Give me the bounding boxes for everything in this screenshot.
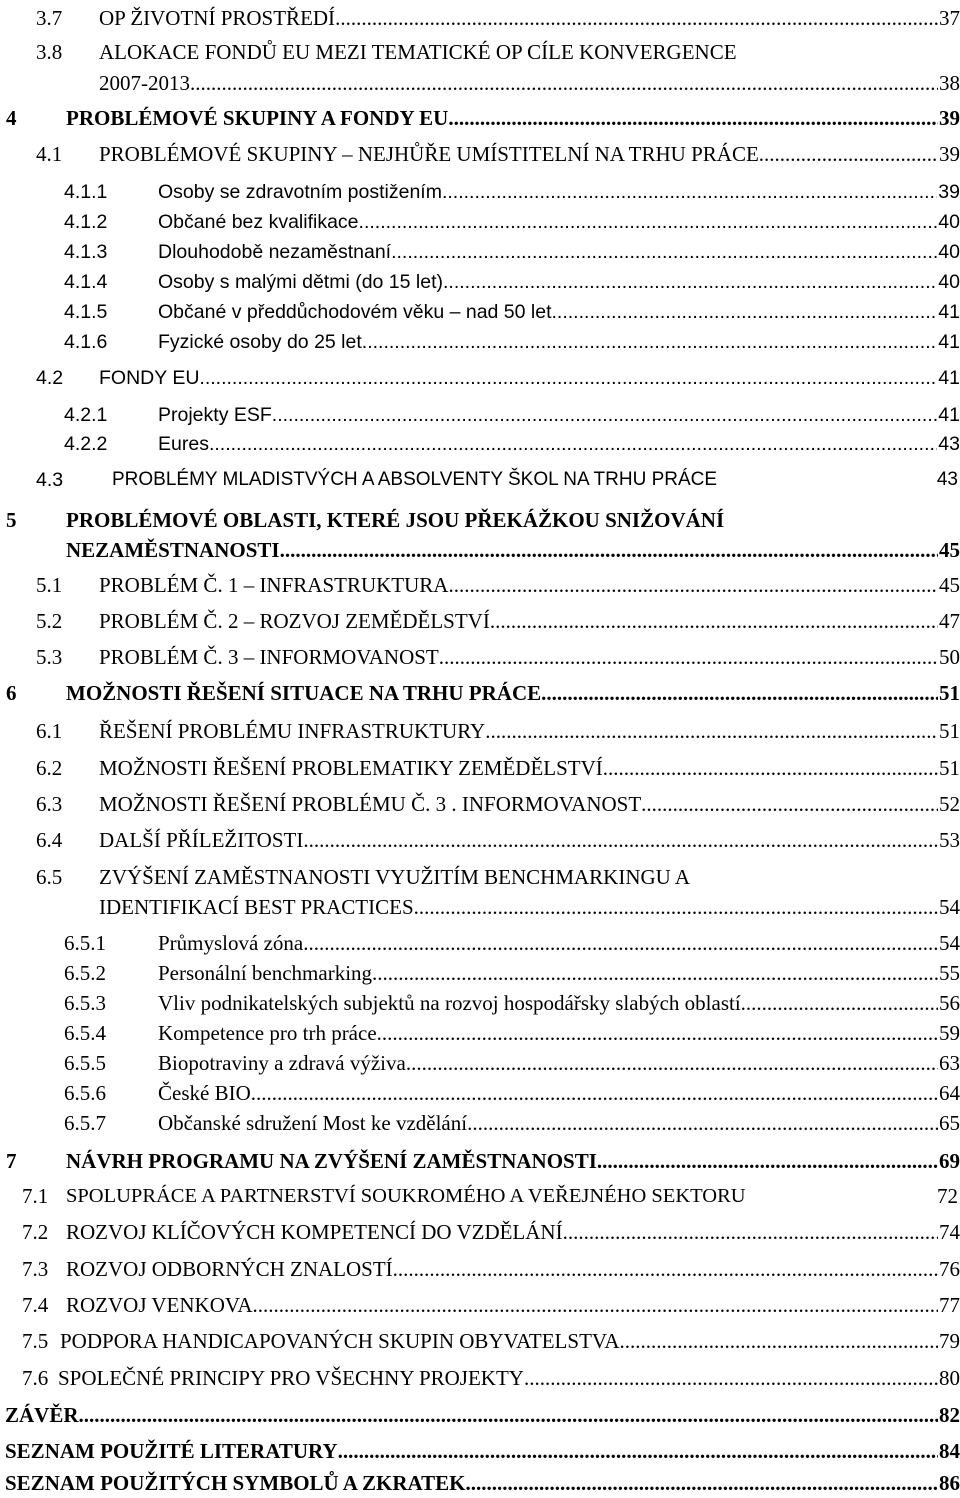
toc-page: 77 <box>939 1293 960 1317</box>
toc-page: 41 <box>938 367 960 389</box>
toc-title: PROBLÉMOVÉ SKUPINY – NEJHŮŘE UMÍSTITELNÍ NA TRHU PRÁCE <box>99 142 759 166</box>
toc-leader <box>442 177 937 207</box>
toc-title: MOŽNOSTI ŘEŠENÍ PROBLEMATIKY ZEMĚDĚLSTVÍ <box>99 756 603 780</box>
toc-title: Fyzické osoby do 25 let <box>158 331 362 353</box>
toc-page: 37 <box>939 6 960 30</box>
toc-entry-6-5-1[interactable] <box>0 928 960 958</box>
toc-title: ROZVOJ ODBORNÝCH ZNALOSTÍ <box>66 1257 393 1281</box>
toc-page: 43 <box>938 433 960 455</box>
toc-entry-6-2[interactable] <box>0 753 960 783</box>
toc-leader <box>335 3 938 33</box>
toc-number: 6.4 <box>36 828 63 852</box>
toc-title: NEZAMĚSTNANOSTI <box>66 538 280 562</box>
toc-leader <box>303 928 938 958</box>
toc-entry-4-1-6[interactable] <box>0 327 960 357</box>
toc-number: 4.3 <box>36 469 64 491</box>
toc-number: 6.5.5 <box>64 1051 106 1075</box>
toc-entry-literatura[interactable] <box>0 1436 960 1466</box>
toc-title: České BIO <box>158 1081 251 1105</box>
toc-leader <box>620 1326 938 1356</box>
toc-page: 39 <box>939 106 960 130</box>
toc-title: PROBLÉM Č. 1 – INFRASTRUKTURA <box>99 573 449 597</box>
toc-leader <box>563 1217 938 1247</box>
toc-title: PODPORA HANDICAPOVANÝCH SKUPIN OBYVATELSTVA <box>60 1329 620 1353</box>
toc-leader <box>541 678 938 708</box>
toc-page: 59 <box>939 1021 960 1045</box>
toc-leader <box>414 892 938 922</box>
toc-title: Projekty ESF <box>158 404 272 426</box>
toc-number: 6.5.4 <box>64 1021 106 1045</box>
toc-page: 51 <box>939 756 960 780</box>
toc-page: 38 <box>939 71 960 95</box>
toc-number: 4.1.5 <box>64 301 108 323</box>
toc-title: IDENTIFIKACÍ BEST PRACTICES <box>99 895 414 919</box>
toc-title: SEZNAM POUŽITÉ LITERATURY <box>5 1439 338 1463</box>
toc-entry-3-8-cont[interactable] <box>0 68 960 98</box>
toc-page: 54 <box>939 931 960 955</box>
toc-leader <box>485 716 938 746</box>
toc-number: 7.5 <box>22 1329 49 1353</box>
toc-title: SPOLEČNÉ PRINCIPY PRO VŠECHNY PROJEKTY <box>58 1366 524 1390</box>
toc-leader <box>439 642 938 672</box>
toc-number: 6.2 <box>36 756 63 780</box>
toc-number: 4 <box>6 106 17 130</box>
toc-page: 80 <box>939 1366 960 1390</box>
toc-page: 84 <box>939 1439 960 1463</box>
toc-leader <box>466 1468 938 1498</box>
toc-entry-7-5[interactable] <box>0 1326 960 1356</box>
toc-entry-7-6[interactable] <box>0 1363 960 1393</box>
toc-leader <box>303 825 938 855</box>
toc-leader <box>362 327 938 357</box>
toc-entry-5[interactable] <box>0 505 960 535</box>
toc-entry-5-3[interactable] <box>0 642 960 672</box>
toc-page: 74 <box>939 1220 960 1244</box>
toc-leader <box>199 363 937 393</box>
toc-entry-6-4[interactable] <box>0 825 960 855</box>
toc-leader <box>251 1078 938 1108</box>
toc-leader <box>280 535 938 565</box>
toc-number: 6.5.1 <box>64 931 106 955</box>
toc-leader <box>448 570 938 600</box>
toc-title: Průmyslová zóna <box>158 931 304 955</box>
toc-page: 41 <box>938 404 960 426</box>
toc-page: 50 <box>939 645 960 669</box>
toc-number: 7 <box>6 1149 17 1173</box>
toc-title: FONDY EU <box>99 367 200 389</box>
toc-number: 4.2.2 <box>64 433 108 455</box>
toc-title: MOŽNOSTI ŘEŠENÍ SITUACE NA TRHU PRÁCE <box>66 681 542 705</box>
toc-page: 40 <box>938 271 960 293</box>
toc-title: ROZVOJ KLÍČOVÝCH KOMPETENCÍ DO VZDĚLÁNÍ <box>66 1220 563 1244</box>
toc-title: Kompetence pro trh práce <box>158 1021 377 1045</box>
toc-number: 7.4 <box>22 1293 49 1317</box>
toc-page: 56 <box>939 991 960 1015</box>
toc-title: Osoby se zdravotním postižením <box>158 181 442 203</box>
toc-title: ALOKACE FONDŮ EU MEZI TEMATICKÉ OP CÍLE KONVERGENCE <box>99 40 737 64</box>
toc-title: Vliv podnikatelských subjektů na rozvoj hospodářsky slabých oblastí <box>158 991 741 1015</box>
toc-entry-6-5-cont[interactable] <box>0 892 960 922</box>
toc-page: 51 <box>939 719 960 743</box>
toc-leader <box>377 1018 938 1048</box>
toc-title: SPOLUPRÁCE A PARTNERSTVÍ SOUKROMÉHO A VEŘEJNÉHO SEKTORU <box>66 1185 746 1207</box>
toc-entry-7-4[interactable] <box>0 1290 960 1320</box>
toc-title: MOŽNOSTI ŘEŠENÍ PROBLÉMU Č. 3 . INFORMOVANOST <box>99 792 642 816</box>
toc-entry-6-1[interactable] <box>0 716 960 746</box>
toc-page: 40 <box>938 241 960 263</box>
toc-entry-6-5-3[interactable] <box>0 988 960 1018</box>
toc-number: 5 <box>6 508 17 532</box>
toc-title: NÁVRH PROGRAMU NA ZVÝŠENÍ ZAMĚSTNANOSTI <box>66 1149 597 1173</box>
toc-leader <box>406 1048 938 1078</box>
toc-leader <box>443 267 937 297</box>
toc-leader <box>741 988 938 1018</box>
toc-page: 43 <box>936 469 958 490</box>
toc-page: 47 <box>939 609 960 633</box>
toc-leader <box>209 429 937 459</box>
toc-leader <box>272 400 938 430</box>
toc-entry-6-5[interactable] <box>0 862 960 892</box>
toc-title: PROBLÉM Č. 3 – INFORMOVANOST <box>99 645 439 669</box>
toc-leader <box>393 1254 938 1284</box>
toc-page: 40 <box>938 211 960 233</box>
toc-entry-4-2-2[interactable] <box>0 429 960 459</box>
toc-page: 69 <box>939 1149 960 1173</box>
toc-number: 4.1.2 <box>64 211 108 233</box>
toc-number: 4.1 <box>36 142 63 166</box>
toc-entry-6-5-5[interactable] <box>0 1048 960 1078</box>
toc-entry-3-7[interactable] <box>0 3 960 33</box>
toc-entry-4-1[interactable] <box>0 139 960 169</box>
toc-number: 5.3 <box>36 645 63 669</box>
toc-leader <box>253 1290 939 1320</box>
toc-number: 6.5.3 <box>64 991 106 1015</box>
toc-page: 79 <box>939 1329 960 1353</box>
toc-leader <box>597 1146 938 1176</box>
toc-page: 39 <box>939 142 960 166</box>
toc-title: Dlouhodobě nezaměstnaní <box>158 241 392 263</box>
toc-title: 2007-2013 <box>99 71 190 95</box>
toc-number: 4.2 <box>36 367 64 389</box>
toc-page: 45 <box>939 573 960 597</box>
toc-number: 6.5.2 <box>64 961 106 985</box>
toc-entry-5-cont[interactable] <box>0 535 960 565</box>
toc-entry-4-1-4[interactable] <box>0 267 960 297</box>
toc-title: Personální benchmarking <box>158 961 373 985</box>
toc-leader <box>603 753 938 783</box>
toc-entry-7-3[interactable] <box>0 1254 960 1284</box>
toc-number: 4.1.1 <box>64 181 108 203</box>
toc-entry-4-2-1[interactable] <box>0 400 960 430</box>
toc-title: ZÁVĚR <box>5 1403 79 1427</box>
toc-number: 7.3 <box>22 1257 49 1281</box>
toc-title: PROBLÉMY MLADISTVÝCH A ABSOLVENTY ŠKOL NA TRHU PRÁCE <box>112 469 718 490</box>
toc-page: 41 <box>938 331 960 353</box>
toc-number: 7.2 <box>22 1220 49 1244</box>
toc-number: 6.5 <box>36 865 63 889</box>
toc-title: ZVÝŠENÍ ZAMĚSTNANOSTI VYUŽITÍM BENCHMARKINGU A <box>99 865 691 889</box>
toc-page: 76 <box>939 1257 960 1281</box>
toc-number: 3.8 <box>36 40 63 64</box>
toc-entry-3-8[interactable] <box>0 37 960 67</box>
toc-page: 52 <box>939 792 960 816</box>
toc-number: 6.1 <box>36 719 63 743</box>
toc-title: PROBLÉMOVÉ SKUPINY A FONDY EU <box>66 106 449 130</box>
toc-entry-4-1-1[interactable] <box>0 177 960 207</box>
toc-page: 51 <box>939 681 960 705</box>
toc-number: 4.1.4 <box>64 271 108 293</box>
toc-leader <box>359 207 938 237</box>
toc-number: 3.7 <box>36 6 63 30</box>
toc-number: 6.5.6 <box>64 1081 106 1105</box>
toc-entry-4-3[interactable] <box>0 465 960 495</box>
toc-number: 6 <box>6 681 17 705</box>
toc-entry-4-2[interactable] <box>0 363 960 393</box>
toc-title: ŘEŠENÍ PROBLÉMU INFRASTRUKTURY <box>99 719 486 743</box>
toc-title: SEZNAM POUŽITÝCH SYMBOLŮ A ZKRATEK <box>5 1471 466 1495</box>
toc-number: 4.2.1 <box>64 404 108 426</box>
toc-page: 65 <box>939 1111 960 1135</box>
toc-page: 41 <box>938 301 960 323</box>
toc-entry-6-5-6[interactable] <box>0 1078 960 1108</box>
toc-title: Občanské sdružení Most ke vzdělání <box>158 1111 468 1135</box>
toc-page: 82 <box>939 1403 960 1427</box>
toc-leader <box>391 237 937 267</box>
toc-page: 55 <box>939 961 960 985</box>
toc-leader <box>338 1436 938 1466</box>
toc-leader <box>372 958 938 988</box>
toc-title: OP ŽIVOTNÍ PROSTŘEDÍ <box>99 6 336 30</box>
toc-leader <box>190 68 938 98</box>
toc-entry-6-3[interactable] <box>0 789 960 819</box>
toc-entry-5-1[interactable] <box>0 570 960 600</box>
toc-page: 86 <box>939 1471 960 1495</box>
toc-page: 64 <box>939 1081 960 1105</box>
toc-title: Eures <box>158 433 209 455</box>
toc-title: Občané bez kvalifikace <box>158 211 359 233</box>
toc-page: 53 <box>939 828 960 852</box>
toc-entry-6[interactable] <box>0 678 960 708</box>
toc-title: PROBLÉM Č. 2 – ROZVOJ ZEMĚDĚLSTVÍ <box>99 609 490 633</box>
toc-number: 5.2 <box>36 609 63 633</box>
toc-entry-6-5-4[interactable] <box>0 1018 960 1048</box>
toc-title: ROZVOJ VENKOVA <box>66 1293 253 1317</box>
toc-title: PROBLÉMOVÉ OBLASTI, KTERÉ JSOU PŘEKÁŽKOU SNIŽOVÁNÍ <box>66 508 725 532</box>
toc-title: Občané v předdůchodovém věku – nad 50 let <box>158 301 552 323</box>
toc-leader <box>467 1108 938 1138</box>
toc-leader <box>552 297 938 327</box>
toc-number: 5.1 <box>36 573 63 597</box>
toc-title: Biopotraviny a zdravá výživa <box>158 1051 406 1075</box>
toc-entry-6-5-7[interactable] <box>0 1108 960 1138</box>
toc-entry-7-1[interactable] <box>0 1181 960 1211</box>
toc-leader <box>641 789 938 819</box>
toc-entry-4-1-2[interactable] <box>0 207 960 237</box>
toc-entry-zkratky[interactable] <box>0 1468 960 1498</box>
toc-number: 6.3 <box>36 792 63 816</box>
toc-leader <box>490 606 938 636</box>
toc-page: 39 <box>938 181 960 203</box>
toc-title: Osoby s malými dětmi (do 15 let) <box>158 271 444 293</box>
toc-number: 4.1.6 <box>64 331 108 353</box>
toc-number: 7.1 <box>22 1184 49 1208</box>
toc-entry-4[interactable] <box>0 103 960 133</box>
toc-page: 45 <box>939 538 960 562</box>
toc-leader <box>448 103 938 133</box>
toc-entry-4-1-3[interactable] <box>0 237 960 267</box>
toc-leader <box>524 1363 938 1393</box>
toc-page: 54 <box>939 895 960 919</box>
toc-entry-4-1-5[interactable] <box>0 297 960 327</box>
toc-entry-7[interactable] <box>0 1146 960 1176</box>
toc-entry-6-5-2[interactable] <box>0 958 960 988</box>
toc-entry-zaver[interactable] <box>0 1400 960 1430</box>
toc-leader <box>759 139 938 169</box>
toc-leader <box>79 1400 938 1430</box>
toc-title: DALŠÍ PŘÍLEŽITOSTI <box>99 828 304 852</box>
toc-entry-7-2[interactable] <box>0 1217 960 1247</box>
toc-entry-5-2[interactable] <box>0 606 960 636</box>
toc-page: 72 <box>937 1184 958 1208</box>
toc-number: 4.1.3 <box>64 241 108 263</box>
toc-number: 6.5.7 <box>64 1111 106 1135</box>
toc-number: 7.6 <box>22 1366 49 1390</box>
toc-page: 63 <box>939 1051 960 1075</box>
